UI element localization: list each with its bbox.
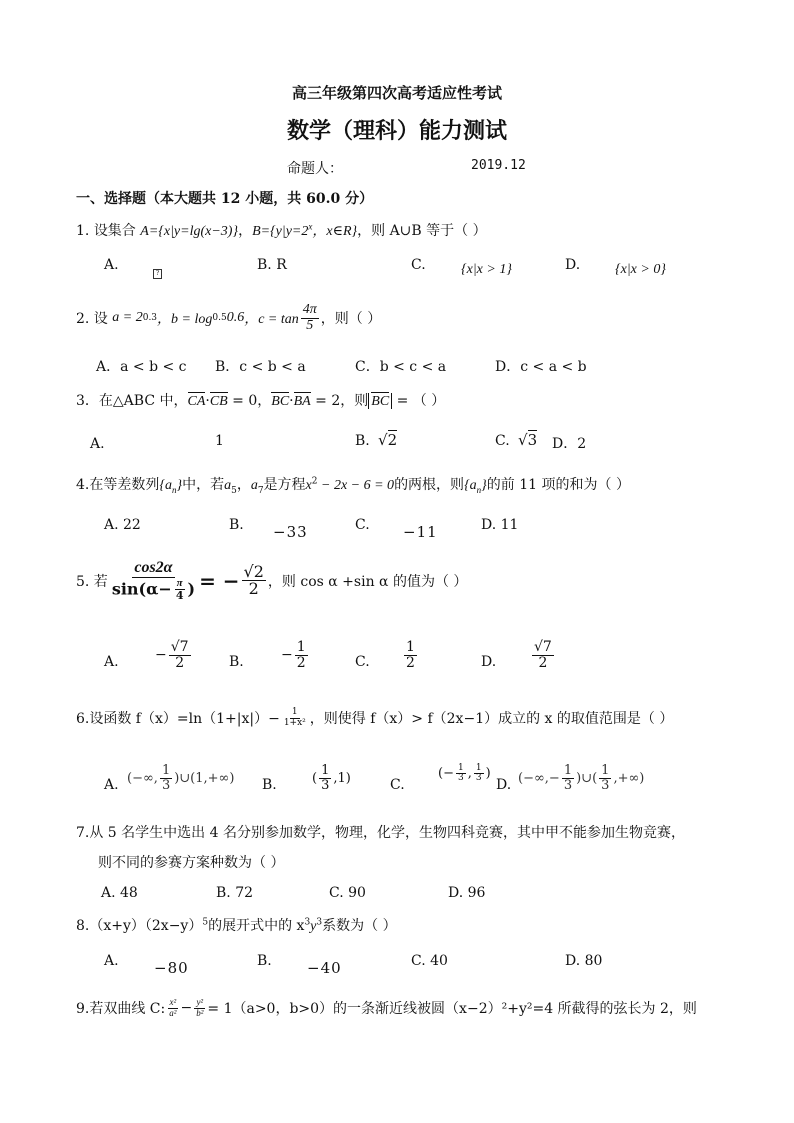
q6-option-b: B. xyxy=(262,777,277,793)
q6-option-c-value: (− $\frac{1}{3}$ , $\frac{1}{3}$ ) xyxy=(438,763,491,784)
q1-option-c-value: {x|x > 1} xyxy=(461,262,512,277)
q5-option-c-value: $\frac{1}{2}$ xyxy=(406,639,415,671)
q3-option-a: A. xyxy=(90,436,105,452)
q7-option-b: B. 72 xyxy=(216,885,254,901)
question-3: 3．在△ABC 中，CA·CB = 0，BC·BA = 2，则 BC = （ ） xyxy=(76,393,446,409)
q5-option-b: B. xyxy=(229,654,244,670)
q3-option-b-value: √2 xyxy=(378,431,398,449)
q8-option-b: B. xyxy=(257,953,272,969)
q4-option-d: D. 11 xyxy=(481,517,519,533)
q4-option-c-value: −11 xyxy=(403,523,438,541)
q6-option-a-value: (−∞, $\frac{1}{3}$ )∪(1,+∞) xyxy=(127,763,235,793)
question-2: 2. 设 a = 2 0.3 ，b = log 0.5 0.6 ，c = tan $\frac{4\pi}{5}$ ，则（ ） xyxy=(76,302,382,333)
q5-option-c: C. xyxy=(355,654,370,670)
q5-option-a: A. xyxy=(104,654,119,670)
q4-option-a: A. 22 xyxy=(104,517,141,533)
q4-option-b: B. xyxy=(229,517,244,533)
q1-option-a-value: ? xyxy=(153,263,162,282)
q4-option-c: C. xyxy=(355,517,370,533)
q3-option-b: B. xyxy=(355,433,370,449)
q6-option-d: D. xyxy=(496,777,512,793)
q3-option-c-value: √3 xyxy=(518,431,538,449)
q1-option-b: B. R xyxy=(257,257,287,273)
author-label: 命题人： xyxy=(287,161,343,177)
q1-option-c: C. xyxy=(411,257,426,273)
q4-option-b-value: −33 xyxy=(273,523,308,541)
q3-option-d: D．2 xyxy=(552,436,587,452)
question-5: 5. 若 cos2α sin(α− $\frac{\pi}{4}$ ) = − $\frac{√2}{2}$ ，则 cos α +sin α 的值为（ ） xyxy=(76,559,468,603)
q8-option-c: C. 40 xyxy=(411,953,448,969)
q1-option-d: D. xyxy=(565,257,581,273)
q5-option-d: D. xyxy=(481,654,497,670)
q5-option-d-value: $\frac{√7}{2}$ xyxy=(534,639,552,671)
q7-option-a: A. 48 xyxy=(101,885,138,901)
section-heading: 一、选择题（本大题共 12 小题，共 60.0 分） xyxy=(76,191,374,207)
q5-option-b-value: − $\frac{1}{2}$ xyxy=(281,639,306,671)
exam-date: 2019.12 xyxy=(471,158,526,173)
question-1: 1. 设集合 A={x|y=lg(x−3)}，$B=\{y|y=2^x$，x∈R}，则 A∪B 等于（ ） xyxy=(76,221,487,239)
q8-option-b-value: −40 xyxy=(307,959,342,977)
q2-option-c: C．b < c < a xyxy=(355,359,447,375)
q7-option-c: C. 90 xyxy=(329,885,366,901)
q2-option-b: B．c < b < a xyxy=(215,359,306,375)
question-6: 6.设函数 f（x）=ln（1+|x|）− $\frac{1}{\text{1+x²}}$ ，则使得 f（x）> f（2x−1）成立的 x 的取值范围是（ ） xyxy=(76,707,674,728)
question-4: 4.在等差数列$\{a_n\}$中，若$a_5$，$a_7$是方程$x^2 - 2x - 6 = 0$的两根，则$\{a_n\}$的前 11 项的和为（ ） xyxy=(76,476,630,496)
question-7-line-1: 7.从 5 名学生中选出 4 名分别参加数学，物理，化学，生物四科竞赛，其中甲不能参加生物竞赛， xyxy=(76,825,685,841)
q5-option-a-value: − $\frac{√7}{2}$ xyxy=(155,639,189,671)
q8-option-a-value: −80 xyxy=(154,959,189,977)
exam-subtitle: 高三年级第四次高考适应性考试 xyxy=(291,84,502,102)
q2-option-a: A．a < b < c xyxy=(96,359,187,375)
q8-option-d: D. 80 xyxy=(565,953,603,969)
q7-option-d: D. 96 xyxy=(448,885,486,901)
question-9: 9.若双曲线 C: $\frac{\text{x²}}{\text{a²}}$ − $\frac{\text{y²}}{\text{b²}}$ = 1（a>0，b>0）的一条渐近线被圆（x−2）²+y²=4 所截得的弦长为 2，则 xyxy=(76,997,697,1018)
question-8: $8.(x+y)(2x-y)^5$的展开式中的 $x^3y^3$系数为（ ） xyxy=(76,917,397,934)
q3-option-c: C. xyxy=(495,433,510,449)
q6-option-b-value: ( $\frac{1}{3}$ ,1) xyxy=(312,763,351,793)
q2-option-d: D．c < a < b xyxy=(495,359,587,375)
q8-option-a: A. xyxy=(104,953,119,969)
q3-option-a-value: 1 xyxy=(215,433,224,449)
q6-option-c: C. xyxy=(390,777,405,793)
page-title: 数学（理科）能力测试 xyxy=(286,118,507,144)
question-7-line-2: 则不同的参赛方案种数为（ ） xyxy=(98,855,285,871)
q6-option-a: A. xyxy=(104,777,119,793)
q6-option-d-value: (−∞,− $\frac{1}{3}$ )∪( $\frac{1}{3}$ ,+∞) xyxy=(518,763,645,793)
q1-option-d-value: {x|x > 0} xyxy=(615,262,666,277)
q1-option-a: A. xyxy=(104,257,119,273)
